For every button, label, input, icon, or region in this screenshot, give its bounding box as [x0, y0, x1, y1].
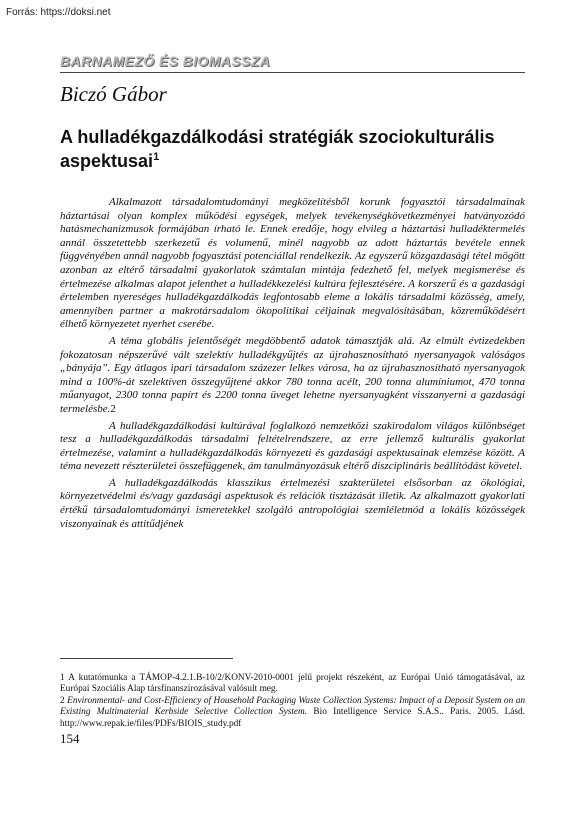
body-paragraph [60, 335, 525, 417]
section-title: BARNAMEZŐ ÉS BIOMASSZA [60, 53, 271, 69]
page-number: 154 [60, 731, 80, 746]
footnote-2-reference: Bio Intelligence Service S.A.S.. Paris. 2005. Lásd. http://www.repak.ie/files/PDFs/BIOIS_study.pdf [60, 707, 525, 729]
footnote-2 [60, 696, 525, 730]
body-paragraph: Alkalmazott társadalomtudományi megközelítésből korunk fogyasztói társadalmainak háztartásai olyan komplex működési egységek, melyek tevékenységkövetkezményei hatványozódó hatásmechanizmusok formájában írható le. Ennek eredője, hogy elvileg a háztartási hulladéktermelés annál összetettebb szerkezetű és volumenű, minél nagyobb az adott háztartás bevétele ennek függvényében annál nagyobb fogyasztási potenciállal rendelkezik. Az egyszerű közgazdasági tétel mögött azonban az eltérő társadalmi gyakorlatok számtalan mintája fedezhető fel, melyek megismerése és értelmezése alkalmas alapot jelenthet a hulladékkezelési kultúra fejlesztésére. A korszerű és a gazdasági értelemben nyereséges hulladékgazdálkodás legfontosabb eleme a lokális társadalmi közösség, amely, amennyiben partner a makrotársadalom ökopolitikai céljainak megvalósításában, közreműködésért élhető környezetet nyerhet cserébe. [60, 196, 525, 331]
body-paragraph-text: A téma globális jelentőségét megdöbbentő adatok támasztják alá. Az elmúlt évtizedekben fokozatosan népszerűvé vált szelektív hulladékgyűjtés az újrahasznosítható nyersanyagok valóságos „bányája”. Egy átlagos ipari társadalom százezer lelkes városa, ha az újrahasznosítható nyersanyagok mind a 100%-át szelektíven összegyűjtené akkor 780 tonna acélt, 200 tonna alumíniumot, 470 tonna műanyagot, 2300 tonna papírt és 2200 tonna üveget lehetne nyersanyagként visszanyerni a gazdasági termelésbe. [60, 334, 525, 415]
footnote-2-mark: 2 [60, 695, 65, 706]
footnote-2-title: Environmental- and Cost-Efficiency of Household Packaging Waste Collection Systems: Impact of a Deposit System on an Existing Multimaterial Kerbside Selective Collection System. [60, 695, 525, 718]
body-paragraph: A hulladékgazdálkodás klasszikus értelmezési szakterületei elsősorban az ökológiai, környezetvédelmi és/vagy gazdasági aspektusok és relációk tisztázását illetik. Az alkalmazott gyakorlati értékű társadalomtudományi ismeretekkel szolgáló antropológiai szemléletmód a lokális közösségek viszonyainak és attitűdjének [60, 476, 525, 530]
article-body [60, 196, 525, 531]
article-title-text: A hulladékgazdálkodási stratégiák szociokulturális aspektusai [60, 127, 495, 171]
footnotes [60, 673, 525, 730]
header-divider [60, 72, 525, 73]
footnote-mark: 2 [110, 402, 116, 415]
title-footnote-mark: 1 [153, 151, 160, 163]
author-name: Biczó Gábor [60, 82, 167, 106]
source-label: Forrás: https://doksi.net [6, 7, 111, 18]
body-paragraph: A hulladékgazdálkodási kultúrával foglalkozó nemzetközi szakirodalom világos különbséget tesz a hulladékgazdálkodás társadalmi feltételrendszere, az erre jellemző kulturális gyakorlat értelmezése, valamint a hulladékgazdálkodás környezeti és gazdasági aspektusainak elemzése között. A téma nevezett részterületei összefüggenek, ám tanulmányozásuk eltérő diszciplináris beállítódást követel. [60, 419, 525, 473]
article-title [60, 125, 525, 173]
footnote-divider [60, 658, 233, 659]
footnote-1: 1 A kutatómunka a TÁMOP-4.2.1.B-10/2/KONV-2010-0001 jelű projekt részeként, az Európai Unió támogatásával, az Európai Szociális Alap társfinanszírozásával valósult meg. [60, 673, 525, 695]
